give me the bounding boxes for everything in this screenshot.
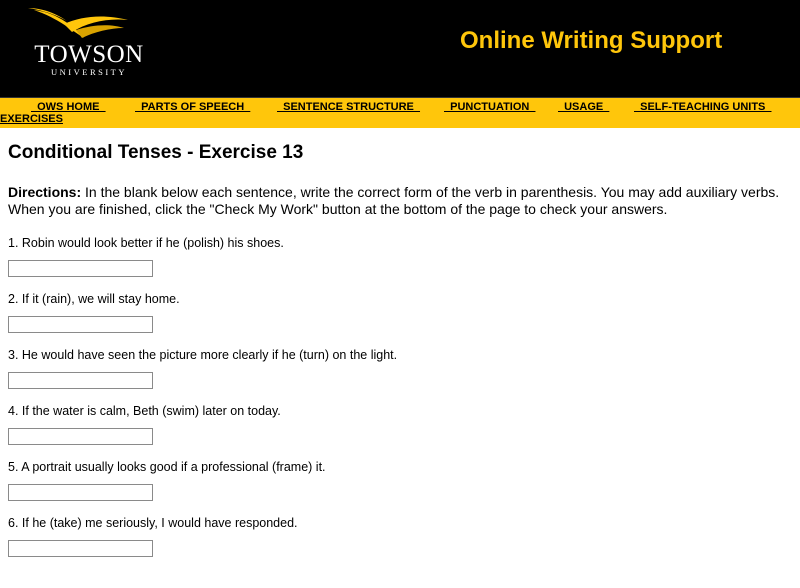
nav-exercises[interactable]: EXERCISES [0, 113, 63, 125]
directions-label: Directions: [8, 184, 82, 200]
main-navigation [0, 97, 800, 128]
nav-sentence-structure[interactable]: SENTENCE STRUCTURE [277, 101, 421, 113]
question-text: 2. If it (rain), we will stay home. [8, 292, 180, 306]
logo-subtitle: UNIVERSITY [51, 67, 127, 77]
question-item [8, 515, 792, 557]
main-content [0, 142, 800, 557]
question-text: 4. If the water is calm, Beth (swim) later on today. [8, 404, 281, 418]
nav-self-teaching-units[interactable]: SELF-TEACHING UNITS [634, 101, 772, 113]
directions-text: In the blank below each sentence, write the correct form of the verb in parenthesis. You may add auxiliary verbs. When you are finished, click the "Check My Work" button at the bottom of the page to check your answers. [8, 184, 780, 217]
question-text: 6. If he (take) me seriously, I would have responded. [8, 516, 298, 530]
answer-input-1[interactable] [8, 260, 153, 277]
answer-input-5[interactable] [8, 484, 153, 501]
towson-logo[interactable] [24, 6, 146, 80]
nav-parts-of-speech[interactable]: PARTS OF SPEECH [135, 101, 251, 113]
answer-input-4[interactable] [8, 428, 153, 445]
directions [8, 184, 792, 218]
nav-punctuation[interactable]: PUNCTUATION [444, 101, 536, 113]
question-text: 3. He would have seen the picture more clearly if he (turn) on the light. [8, 348, 398, 362]
site-header [0, 0, 800, 97]
flame-icon [24, 6, 146, 46]
question-item [8, 291, 792, 333]
nav-usage[interactable]: USAGE [558, 101, 610, 113]
page-title: Conditional Tenses - Exercise 13 [8, 142, 304, 163]
question-text: 1. Robin would look better if he (polish) his shoes. [8, 236, 284, 250]
question-item [8, 459, 792, 501]
question-item [8, 235, 792, 277]
question-text: 5. A portrait usually looks good if a professional (frame) it. [8, 460, 326, 474]
question-item [8, 403, 792, 445]
answer-input-6[interactable] [8, 540, 153, 557]
answer-input-3[interactable] [8, 372, 153, 389]
logo-wordmark: TOWSON [34, 41, 144, 68]
nav-ows-home[interactable]: OWS HOME [31, 101, 106, 113]
question-item [8, 347, 792, 389]
site-title: Online Writing Support [460, 27, 723, 54]
answer-input-2[interactable] [8, 316, 153, 333]
